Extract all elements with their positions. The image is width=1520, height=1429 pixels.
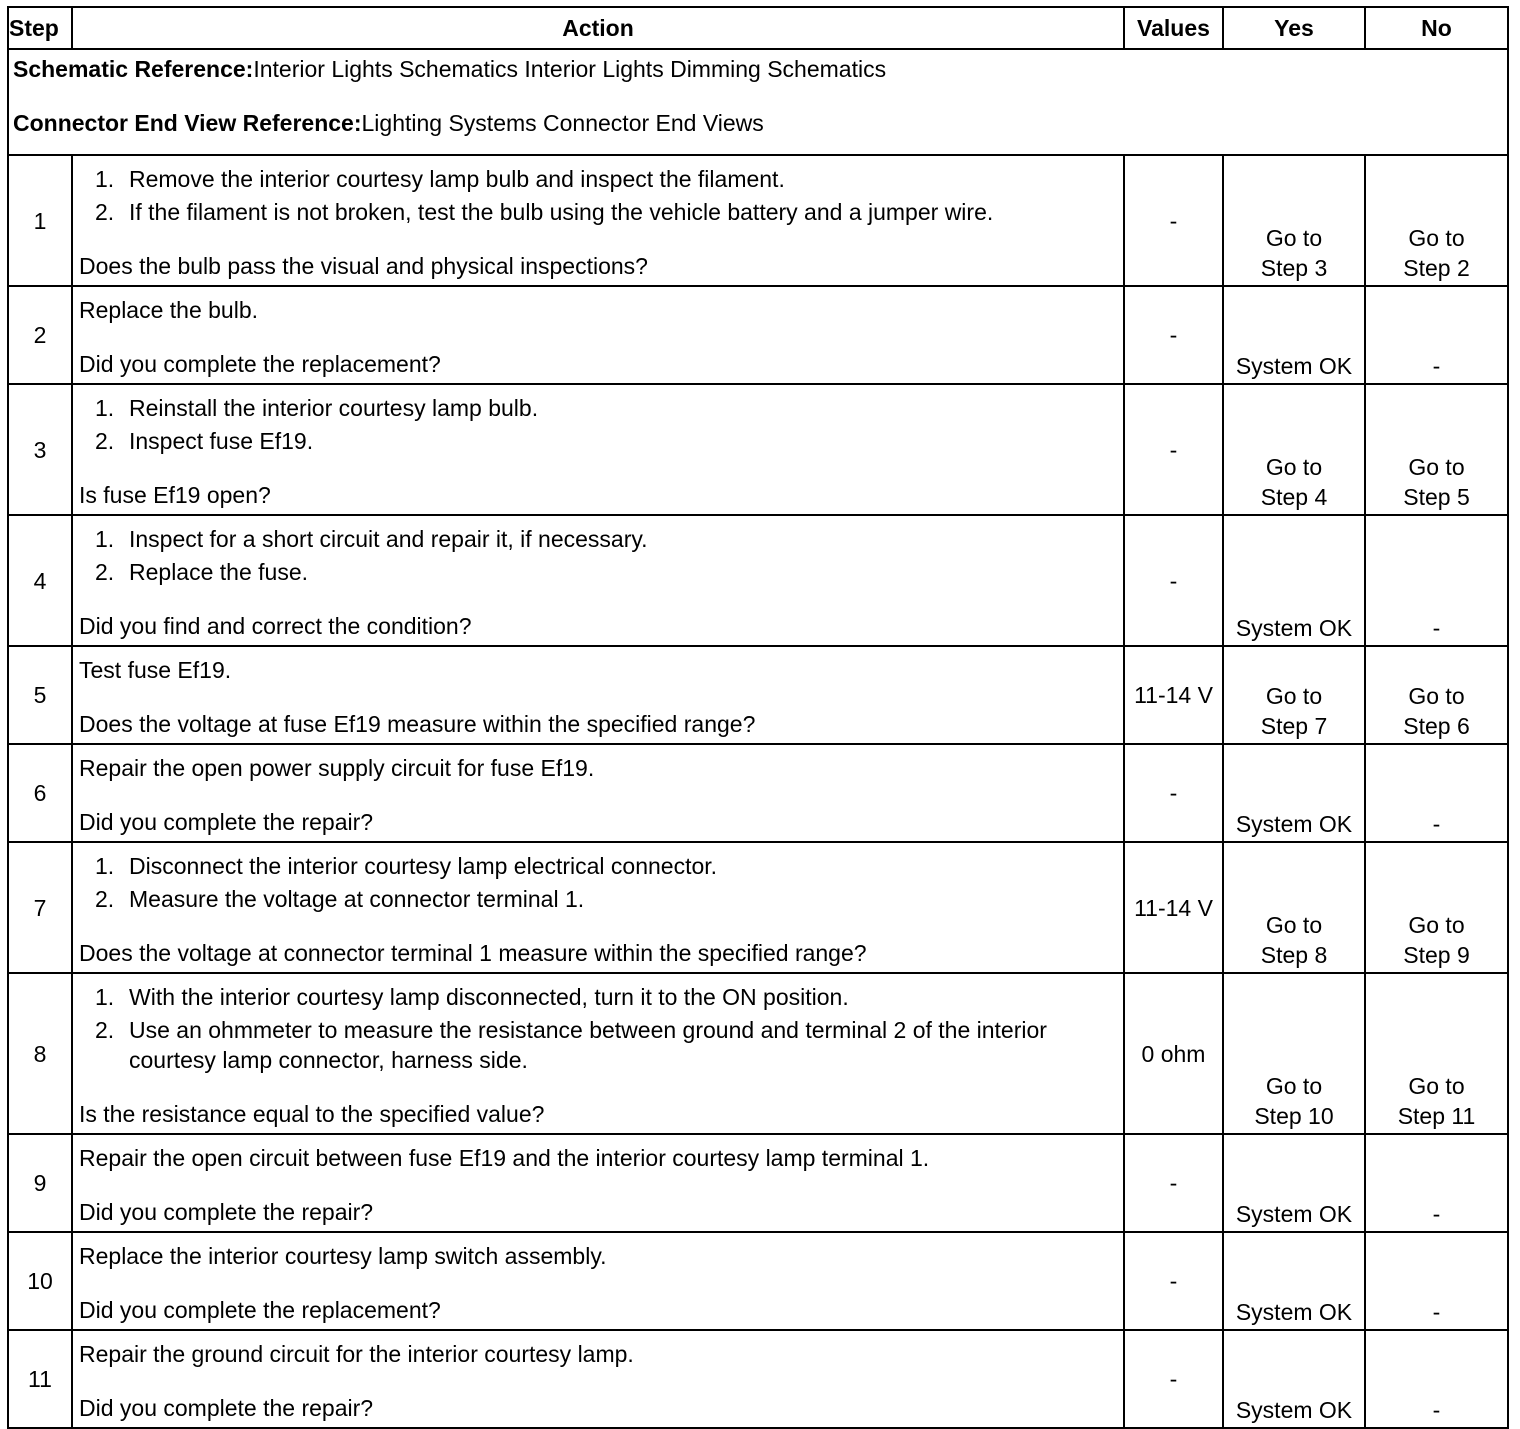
action-step-item: Remove the interior courtesy lamp bulb and inspect the filament.: [129, 166, 785, 192]
action-question: Did you complete the repair?: [79, 809, 374, 835]
no-cell[interactable]: [1365, 1232, 1508, 1330]
values-cell: -: [1124, 744, 1223, 842]
values-cell: -: [1124, 155, 1223, 286]
step-number: 11: [8, 1330, 72, 1428]
no-result-line: Step 11: [1397, 1103, 1476, 1129]
header-action: Action: [72, 7, 1124, 49]
action-question: Does the voltage at fuse Ef19 measure within the specified range?: [79, 711, 756, 737]
action-question: Does the bulb pass the visual and physical inspections?: [79, 253, 648, 279]
action-cell: [72, 744, 1124, 842]
action-question: Did you complete the repair?: [79, 1199, 374, 1225]
step-number: 10: [8, 1232, 72, 1330]
no-cell[interactable]: [1365, 744, 1508, 842]
yes-cell[interactable]: [1223, 155, 1365, 286]
action-instruction: Test fuse Ef19.: [79, 657, 232, 683]
yes-cell[interactable]: [1223, 1134, 1365, 1232]
header-yes: Yes: [1223, 7, 1365, 49]
action-steps-list: [79, 164, 1117, 227]
step-number: 3: [8, 384, 72, 515]
yes-result-line: Step 10: [1254, 1103, 1334, 1129]
schematic-reference: [13, 54, 1503, 84]
connector-reference-label: Connector End View Reference:: [13, 110, 362, 136]
yes-result-line: Go to: [1265, 225, 1323, 251]
action-instruction: Repair the open power supply circuit for fuse Ef19.: [79, 755, 595, 781]
values-cell: -: [1124, 286, 1223, 384]
reference-row: [8, 49, 1508, 155]
diagnostic-table: [7, 6, 1509, 1429]
step-row: [8, 973, 1508, 1134]
action-steps-list: [79, 851, 1117, 914]
action-instruction: Replace the interior courtesy lamp switch assembly.: [79, 1243, 607, 1269]
yes-cell[interactable]: [1223, 515, 1365, 646]
step-number: 1: [8, 155, 72, 286]
action-question: Did you complete the replacement?: [79, 351, 441, 377]
step-row: [8, 286, 1508, 384]
no-cell[interactable]: [1365, 515, 1508, 646]
action-question: Did you find and correct the condition?: [79, 613, 472, 639]
no-cell[interactable]: [1365, 286, 1508, 384]
action-steps-list: [79, 524, 1117, 587]
yes-cell[interactable]: [1223, 646, 1365, 744]
step-number: 2: [8, 286, 72, 384]
step-number: 9: [8, 1134, 72, 1232]
header-row: [8, 7, 1508, 49]
connector-reference: [13, 108, 1503, 138]
action-instruction: Repair the open circuit between fuse Ef19 and the interior courtesy lamp terminal 1.: [79, 1145, 930, 1171]
action-instruction: Replace the bulb.: [79, 297, 259, 323]
action-step-item: Reinstall the interior courtesy lamp bulb.: [129, 395, 539, 421]
action-cell: [72, 155, 1124, 286]
action-step-item: Replace the fuse.: [129, 559, 309, 585]
yes-result-line: Go to: [1265, 1073, 1323, 1099]
step-number: 5: [8, 646, 72, 744]
action-cell: [72, 1134, 1124, 1232]
no-result-line: -: [1432, 1299, 1441, 1325]
yes-result-line: System OK: [1235, 615, 1353, 641]
no-result-line: Go to: [1408, 912, 1465, 938]
values-cell: 0 ohm: [1124, 973, 1223, 1134]
values-cell: -: [1124, 384, 1223, 515]
action-steps-list: [79, 982, 1117, 1075]
no-result-line: -: [1432, 1397, 1441, 1423]
no-cell[interactable]: [1365, 155, 1508, 286]
step-number: 4: [8, 515, 72, 646]
values-cell: -: [1124, 1330, 1223, 1428]
values-cell: -: [1124, 1134, 1223, 1232]
yes-cell[interactable]: [1223, 1232, 1365, 1330]
action-question: Is fuse Ef19 open?: [79, 482, 271, 508]
action-question: Did you complete the repair?: [79, 1395, 374, 1421]
step-row: [8, 1330, 1508, 1428]
no-result-line: -: [1432, 353, 1441, 379]
action-cell: [72, 515, 1124, 646]
yes-result-line: Go to: [1265, 454, 1323, 480]
values-cell: -: [1124, 515, 1223, 646]
no-cell[interactable]: [1365, 973, 1508, 1134]
header-no: No: [1365, 7, 1508, 49]
yes-cell[interactable]: [1223, 842, 1365, 973]
header-step: Step: [8, 7, 72, 49]
action-cell: [72, 286, 1124, 384]
yes-result-line: System OK: [1235, 353, 1353, 379]
action-step-item: Inspect fuse Ef19.: [129, 428, 314, 454]
action-cell: [72, 1330, 1124, 1428]
action-step-item: Inspect for a short circuit and repair it, if necessary.: [129, 526, 648, 552]
action-steps-list: [79, 393, 1117, 456]
step-number: 6: [8, 744, 72, 842]
yes-result-line: System OK: [1235, 1397, 1353, 1423]
action-step-item: With the interior courtesy lamp disconnected, turn it to the ON position.: [129, 984, 849, 1010]
action-step-item: Use an ohmmeter to measure the resistance between ground and terminal 2 of the interior courtesy lamp connector, harness side.: [129, 1017, 1047, 1073]
no-cell[interactable]: [1365, 1330, 1508, 1428]
step-row: [8, 1232, 1508, 1330]
action-cell: [72, 842, 1124, 973]
yes-cell[interactable]: [1223, 384, 1365, 515]
step-row: [8, 384, 1508, 515]
no-cell[interactable]: [1365, 1134, 1508, 1232]
action-question: Does the voltage at connector terminal 1 measure within the specified range?: [79, 940, 867, 966]
yes-cell[interactable]: [1223, 744, 1365, 842]
yes-result-line: Step 7: [1260, 713, 1328, 739]
action-cell: [72, 646, 1124, 744]
no-result-line: Go to: [1408, 225, 1465, 251]
schematic-reference-label: Schematic Reference:: [13, 56, 254, 82]
step-row: [8, 744, 1508, 842]
action-step-item: Measure the voltage at connector terminal 1.: [129, 886, 585, 912]
step-number: 8: [8, 973, 72, 1134]
yes-result-line: Go to: [1265, 912, 1323, 938]
step-row: [8, 155, 1508, 286]
action-cell: [72, 973, 1124, 1134]
step-row: [8, 515, 1508, 646]
action-step-item: If the filament is not broken, test the bulb using the vehicle battery and a jumper wire.: [129, 199, 994, 225]
connector-reference-link[interactable]: Lighting Systems Connector End Views: [361, 110, 764, 136]
no-cell[interactable]: [1365, 842, 1508, 973]
yes-result-line: Step 8: [1260, 942, 1328, 968]
yes-cell[interactable]: [1223, 1330, 1365, 1428]
values-cell: 11-14 V: [1124, 842, 1223, 973]
no-result-line: -: [1432, 811, 1441, 837]
yes-result-line: Step 3: [1260, 255, 1328, 281]
action-instruction: Repair the ground circuit for the interior courtesy lamp.: [79, 1341, 634, 1367]
yes-cell[interactable]: [1223, 286, 1365, 384]
no-result-line: Go to: [1408, 1073, 1465, 1099]
no-result-line: Step 5: [1403, 484, 1470, 510]
action-cell: [72, 1232, 1124, 1330]
action-step-item: Disconnect the interior courtesy lamp electrical connector.: [129, 853, 718, 879]
values-cell: 11-14 V: [1124, 646, 1223, 744]
step-row: [8, 842, 1508, 973]
no-cell[interactable]: [1365, 384, 1508, 515]
values-cell: -: [1124, 1232, 1223, 1330]
no-result-line: Go to: [1408, 683, 1465, 709]
schematic-reference-link[interactable]: Interior Lights Schematics Interior Lights Dimming Schematics: [253, 56, 887, 82]
yes-result-line: Step 4: [1260, 484, 1328, 510]
no-result-line: Step 9: [1403, 942, 1470, 968]
yes-result-line: System OK: [1235, 1299, 1353, 1325]
step-row: [8, 1134, 1508, 1232]
action-question: Is the resistance equal to the specified value?: [79, 1101, 545, 1127]
no-result-line: -: [1432, 1201, 1441, 1227]
step-row: [8, 646, 1508, 744]
step-number: 7: [8, 842, 72, 973]
action-question: Did you complete the replacement?: [79, 1297, 441, 1323]
no-cell[interactable]: [1365, 646, 1508, 744]
action-cell: [72, 384, 1124, 515]
diagnostic-document: [7, 6, 1507, 1429]
no-result-line: Step 2: [1403, 255, 1470, 281]
yes-result-line: Go to: [1265, 683, 1323, 709]
yes-cell[interactable]: [1223, 973, 1365, 1134]
yes-result-line: System OK: [1235, 811, 1353, 837]
header-values: Values: [1124, 7, 1223, 49]
no-result-line: -: [1432, 615, 1441, 641]
no-result-line: Go to: [1408, 454, 1465, 480]
reference-cell: [8, 49, 1508, 155]
yes-result-line: System OK: [1235, 1201, 1353, 1227]
no-result-line: Step 6: [1403, 713, 1470, 739]
